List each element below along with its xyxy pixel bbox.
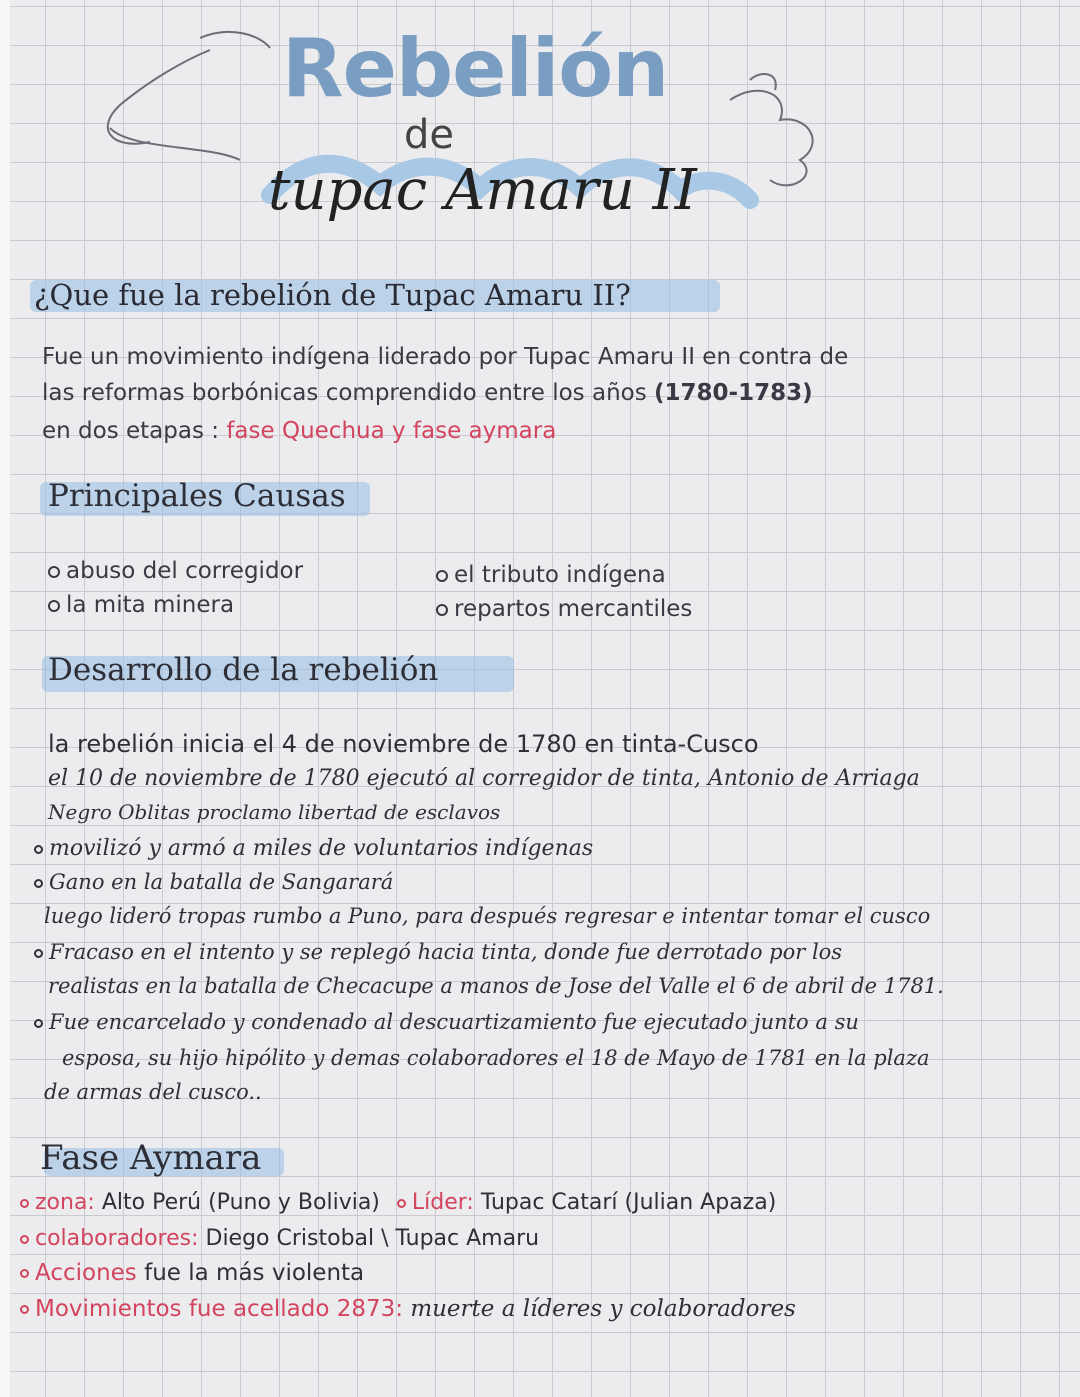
aymara-label: Movimientos fue acellado 2873: xyxy=(35,1296,403,1322)
aymara-label: zona: xyxy=(35,1190,95,1215)
bullet-icon xyxy=(34,879,43,888)
cause-text: repartos mercantiles xyxy=(454,596,693,622)
development-line: esposa, su hijo hipólito y demas colaboradores el 18 de Mayo de 1781 en la plaza xyxy=(62,1046,930,1070)
aymara-line xyxy=(20,1190,776,1215)
title-name: tupac Amaru II xyxy=(268,158,697,223)
bullet-icon xyxy=(34,845,43,854)
cause-text: abuso del corregidor xyxy=(66,558,304,584)
development-heading: Desarrollo de la rebelión xyxy=(48,652,439,688)
bullet-icon xyxy=(20,1235,29,1244)
aymara-heading: Fase Aymara xyxy=(40,1138,262,1178)
aymara-value: Alto Perú (Puno y Bolivia) xyxy=(101,1190,380,1215)
aymara-value: muerte a líderes y colaboradores xyxy=(410,1296,796,1322)
development-line: Negro Oblitas proclamo libertad de esclavos xyxy=(48,800,501,824)
aymara-line xyxy=(20,1226,539,1251)
question-phases: fase Quechua y fase aymara xyxy=(226,418,557,444)
cause-item xyxy=(436,562,666,588)
cause-text: el tributo indígena xyxy=(454,562,666,588)
cause-item xyxy=(48,592,234,618)
aymara-value: fue la más violenta xyxy=(144,1260,365,1286)
development-line: de armas del cusco.. xyxy=(44,1080,262,1104)
development-line: la rebelión inicia el 4 de noviembre de 1780 en tinta-Cusco xyxy=(48,730,759,758)
bullet-icon xyxy=(20,1199,29,1208)
question-line-2 xyxy=(42,380,813,406)
question-line-3-text: en dos etapas : xyxy=(42,418,220,444)
question-line-3 xyxy=(42,418,556,444)
development-line-text: movilizó y armó a miles de voluntarios indígenas xyxy=(49,836,594,861)
development-line: el 10 de noviembre de 1780 ejecutó al corregidor de tinta, Antonio de Arriaga xyxy=(48,766,920,791)
development-line: realistas en la batalla de Checacupe a manos de Jose del Valle el 6 de abril de 1781. xyxy=(48,974,944,998)
question-heading: ¿Que fue la rebelión de Tupac Amaru II? xyxy=(34,278,631,312)
question-line-1: Fue un movimiento indígena liderado por Tupac Amaru II en contra de xyxy=(42,344,849,370)
aymara-line xyxy=(20,1260,364,1286)
bullet-icon xyxy=(20,1305,29,1314)
aymara-line xyxy=(20,1296,796,1322)
bullet-icon xyxy=(436,570,448,582)
bullet-icon xyxy=(436,604,448,616)
title-connector: de xyxy=(404,112,454,158)
bullet-icon xyxy=(48,600,60,612)
bullet-icon xyxy=(34,1019,43,1028)
development-line-text: Fue encarcelado y condenado al descuartizamiento fue ejecutado junto a su xyxy=(49,1010,859,1034)
development-line: luego lideró tropas rumbo a Puno, para después regresar e intentar tomar el cusco xyxy=(44,904,931,928)
cause-item xyxy=(48,558,303,584)
causes-heading: Principales Causas xyxy=(48,478,346,514)
development-line xyxy=(34,870,393,894)
aymara-label: Acciones xyxy=(35,1260,137,1286)
aymara-label: Líder: xyxy=(411,1190,474,1215)
development-line xyxy=(34,836,593,861)
question-line-2-text: las reformas borbónicas comprendido entre los años xyxy=(42,380,647,406)
aymara-value: Diego Cristobal \ Tupac Amaru xyxy=(205,1226,540,1251)
development-line-text: Fracaso en el intento y se replegó hacia tinta, donde fue derrotado por los xyxy=(49,940,843,964)
cause-item xyxy=(436,596,692,622)
bullet-icon xyxy=(48,566,60,578)
development-line xyxy=(34,1010,859,1034)
cause-text: la mita minera xyxy=(66,592,235,618)
bullet-icon xyxy=(34,949,43,958)
title-main: Rebelión xyxy=(282,22,669,115)
page-edge xyxy=(0,0,10,1397)
aymara-label: colaboradores: xyxy=(35,1226,199,1251)
question-years: (1780-1783) xyxy=(654,380,813,406)
aymara-value: Tupac Catarí (Julian Apaza) xyxy=(480,1190,777,1215)
development-line-text: Gano en la batalla de Sangarará xyxy=(49,870,394,894)
bullet-icon xyxy=(397,1199,406,1208)
bullet-icon xyxy=(20,1269,29,1278)
development-line xyxy=(34,940,842,964)
